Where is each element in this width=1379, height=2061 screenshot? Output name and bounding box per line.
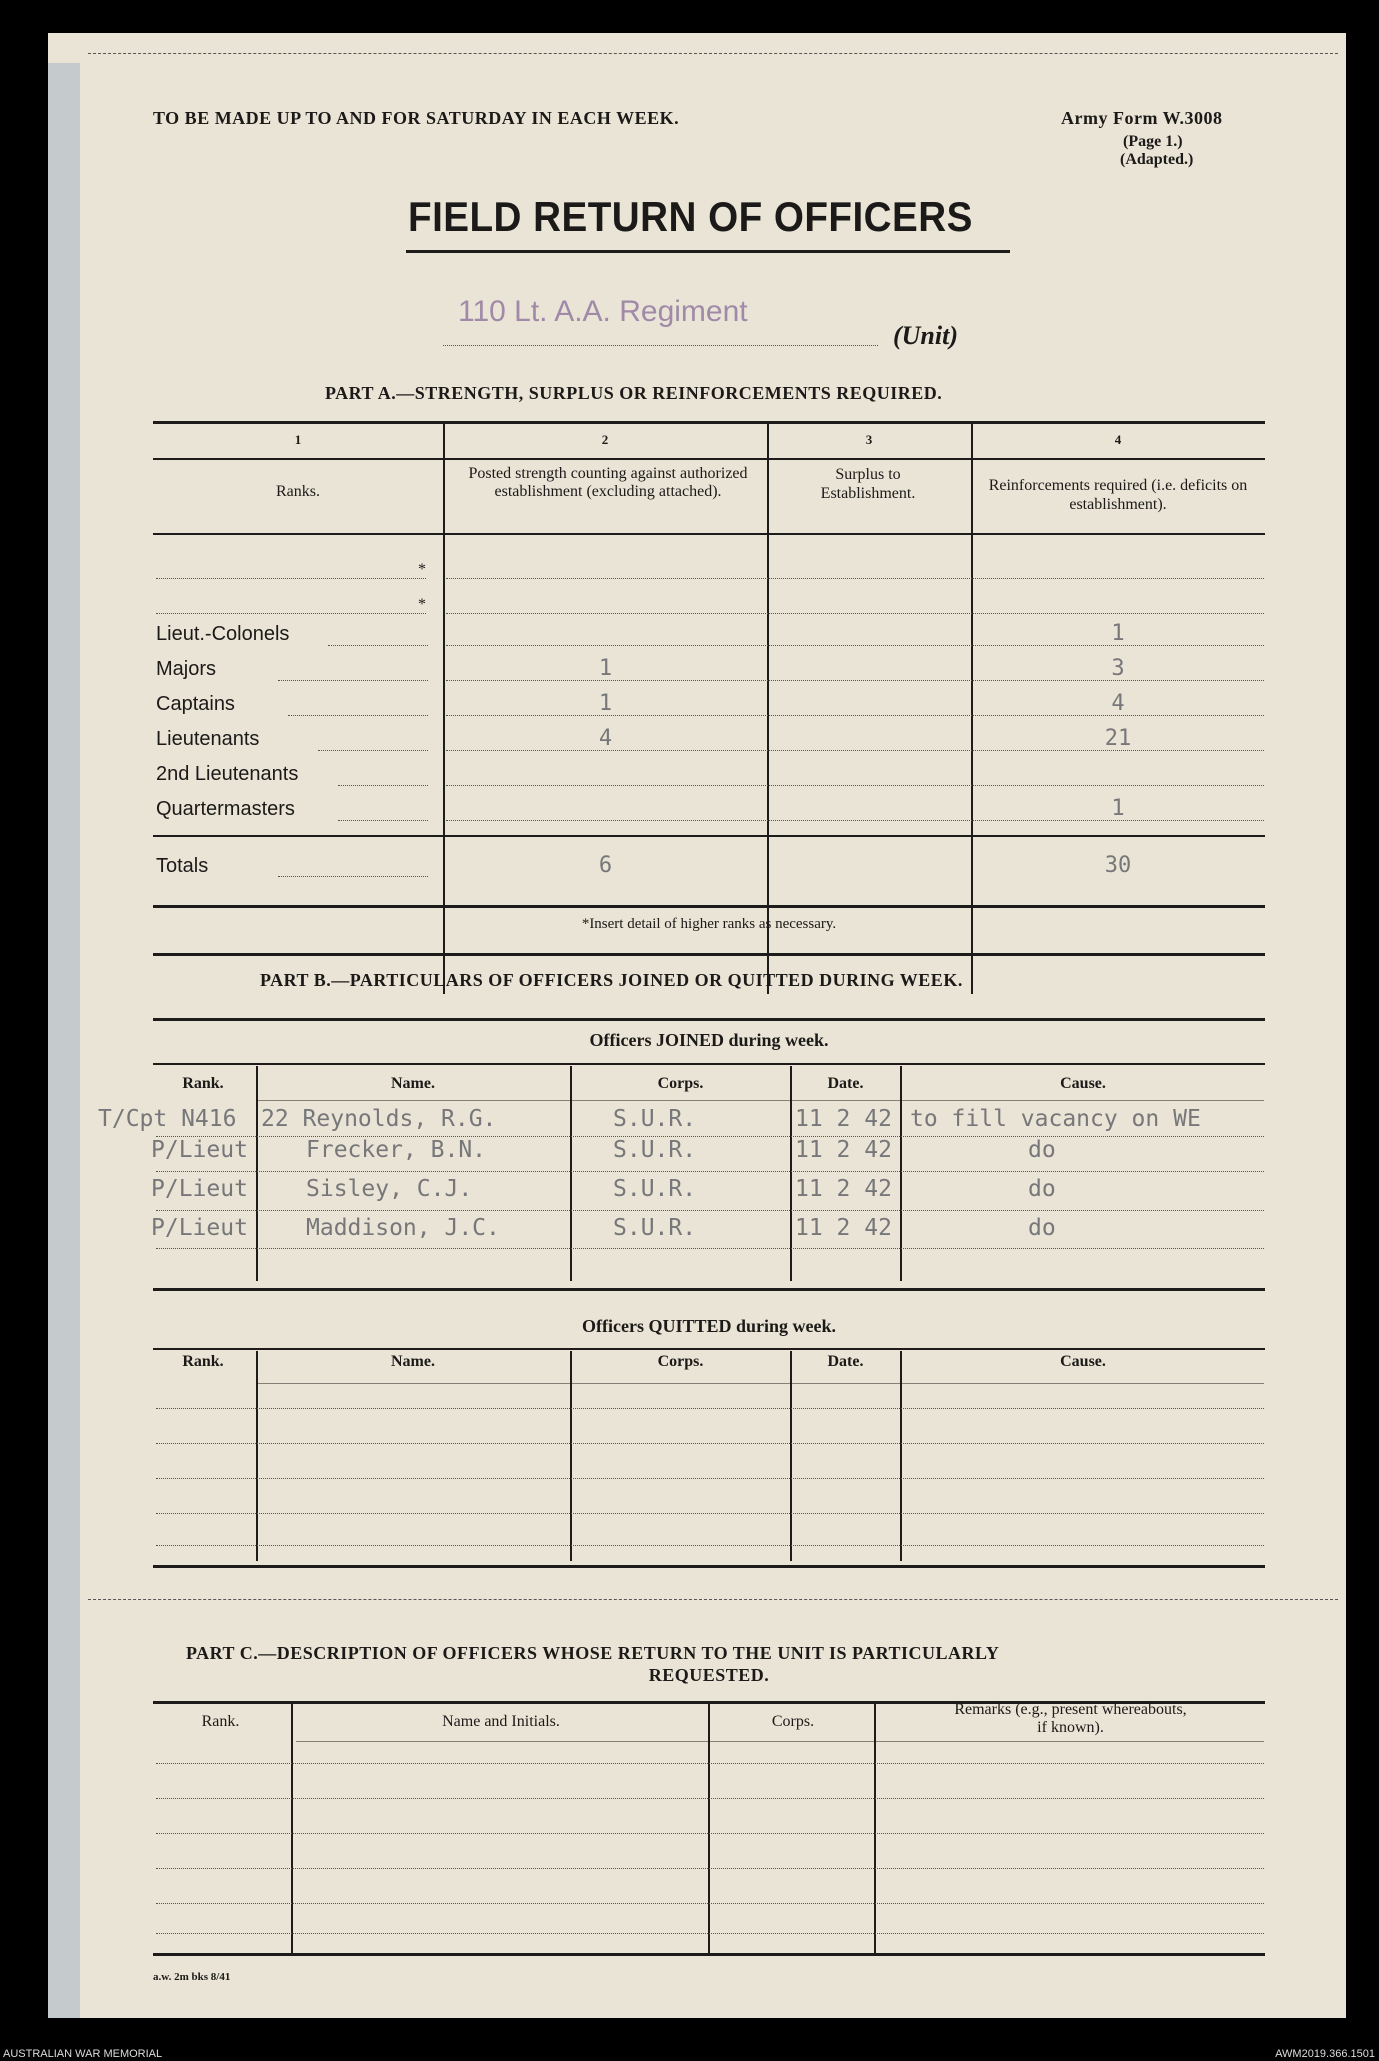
joined-name: Maddison, J.C. — [306, 1215, 500, 1241]
form-number: Army Form W.3008 — [1061, 108, 1223, 128]
rank-label: Majors — [156, 658, 217, 680]
partc-row-line — [156, 1763, 1264, 1764]
footer-accession: AWM2019.366.1501 — [1275, 2048, 1375, 2060]
joined-col-rank: Rank. — [182, 1075, 224, 1092]
higher-rank-line-1 — [156, 578, 426, 579]
asterisk-2: * — [418, 596, 426, 613]
reinf-value: 21 — [1104, 726, 1132, 751]
quitted-bottom-rule — [153, 1565, 1265, 1568]
joined-corps: S.U.R. — [613, 1215, 697, 1241]
joined-date: 11 2 42 — [795, 1137, 892, 1163]
joined-corps: S.U.R. — [613, 1137, 697, 1163]
joined-col-name: Name. — [391, 1075, 435, 1092]
totals-posted: 6 — [598, 853, 613, 878]
row-line — [446, 578, 1264, 579]
joined-row-line — [156, 1171, 1264, 1172]
page-title: FIELD RETURN OF OFFICERS — [408, 193, 973, 240]
part-a-title: PART A.—STRENGTH, SURPLUS OR REINFORCEMENTS REQUIRED. — [325, 383, 943, 403]
joined-rank: T/Cpt N416 — [98, 1106, 237, 1132]
row-line — [446, 680, 1264, 681]
col-number-3: 3 — [865, 432, 873, 447]
row-line — [446, 750, 1264, 751]
joined-name: Frecker, B.N. — [306, 1137, 487, 1163]
posted-value: 4 — [598, 726, 613, 751]
col-divider-1 — [443, 424, 445, 994]
posted-value: 1 — [598, 691, 613, 716]
joined-title: Officers JOINED during week. — [589, 1030, 829, 1050]
quitted-col-rank: Rank. — [182, 1353, 224, 1370]
joined-cause: do — [1028, 1137, 1056, 1163]
partc-row-line — [156, 1903, 1264, 1904]
joined-bottom-rule — [153, 1288, 1265, 1291]
col-divider-2 — [767, 424, 769, 994]
partc-row-line — [156, 1868, 1264, 1869]
leader-dots — [278, 876, 428, 877]
rank-label: Lieut.-Colonels — [156, 623, 290, 645]
row-line — [446, 645, 1264, 646]
part-c-bottom-rule — [153, 1953, 1265, 1956]
partc-col-remarks-2: if known). — [1037, 1719, 1104, 1736]
partc-row-line — [156, 1833, 1264, 1834]
asterisk-1: * — [418, 561, 426, 578]
joined-corps: S.U.R. — [613, 1106, 697, 1132]
joined-name: Sisley, C.J. — [306, 1176, 473, 1202]
quitted-row-line — [156, 1513, 1264, 1514]
quitted-title: Officers QUITTED during week. — [582, 1316, 836, 1336]
partc-row-line — [156, 1798, 1264, 1799]
unit-dotted-line — [443, 345, 878, 346]
col-head-surplus: Surplus to Establishment. — [820, 466, 916, 502]
quitted-col-cause: Cause. — [1060, 1353, 1106, 1370]
rank-label: Captains — [156, 693, 235, 715]
joined-row-line — [156, 1248, 1264, 1249]
joined-rank: P/Lieut — [151, 1137, 248, 1163]
binding-strip — [48, 63, 80, 2018]
col-head-ranks: Ranks. — [276, 483, 320, 500]
partc-head-rule — [296, 1741, 1264, 1742]
quitted-row-line — [156, 1408, 1264, 1409]
unit-stamp: 110 Lt. A.A. Regiment — [458, 295, 748, 328]
joined-col-cause: Cause. — [1060, 1075, 1106, 1092]
quitted-head-rule — [256, 1383, 1264, 1384]
rank-label: Lieutenants — [156, 728, 260, 750]
joined-col-corps: Corps. — [657, 1075, 704, 1092]
reinf-value: 4 — [1111, 691, 1125, 716]
row-line — [446, 613, 1264, 614]
col-number-2: 2 — [601, 432, 609, 447]
joined-name: 22 Reynolds, R.G. — [261, 1106, 497, 1132]
joined-corps: S.U.R. — [613, 1176, 697, 1202]
partc-col-name: Name and Initials. — [442, 1713, 560, 1730]
rank-label: Quartermasters — [156, 798, 295, 820]
quitted-rule — [153, 1348, 1265, 1350]
col-head-posted: Posted strength counting against authorized establishment (excluding attached). — [468, 465, 748, 500]
footnote: *Insert detail of higher ranks as necessary. — [581, 916, 837, 932]
joined-date: 11 2 42 — [795, 1106, 892, 1132]
part-c-title-line1: PART C.—DESCRIPTION OF OFFICERS WHOSE RETURN TO THE UNIT IS PARTICULARLY — [186, 1643, 1000, 1663]
row-line — [446, 715, 1264, 716]
row-line — [446, 820, 1264, 821]
joined-head-rule — [256, 1100, 1264, 1101]
col-head-reinforcements: Reinforcements required (i.e. deficits on establishment). — [988, 477, 1248, 513]
partc-col-corps: Corps. — [771, 1713, 815, 1730]
leader-dots — [318, 750, 428, 751]
leader-dots — [278, 680, 428, 681]
middle-perforation — [88, 1599, 1338, 1600]
reinf-value: 1 — [1111, 796, 1125, 821]
quitted-col-corps: Corps. — [657, 1353, 704, 1370]
joined-col-date: Date. — [827, 1075, 864, 1092]
header-bottom-rule — [153, 533, 1265, 535]
joined-cause: do — [1028, 1215, 1056, 1241]
totals-reinf: 30 — [1104, 853, 1132, 878]
partc-divider — [291, 1704, 293, 1954]
joined-cause: to fill vacancy on WE — [910, 1106, 1201, 1132]
joined-row-line — [156, 1210, 1264, 1211]
quitted-row-line — [156, 1545, 1264, 1546]
page-number: (Page 1.) — [1123, 133, 1183, 150]
partc-row-line — [156, 1933, 1264, 1934]
partc-col-rank: Rank. — [201, 1713, 240, 1730]
reinf-value: 3 — [1111, 656, 1125, 681]
footer-institution: AUSTRALIAN WAR MEMORIAL — [3, 2048, 163, 2060]
joined-date: 11 2 42 — [795, 1176, 892, 1202]
quitted-row-line — [156, 1478, 1264, 1479]
quitted-col-date: Date. — [827, 1353, 864, 1370]
joined-rank: P/Lieut — [151, 1176, 248, 1202]
higher-rank-line-2 — [156, 613, 426, 614]
instruction-text: TO BE MADE UP TO AND FOR SATURDAY IN EACH WEEK. — [153, 108, 680, 128]
adapted-label: (Adapted.) — [1120, 151, 1194, 168]
part-b-top-rule — [153, 953, 1265, 956]
part-b-title: PART B.—PARTICULARS OF OFFICERS JOINED OR QUITTED DURING WEEK. — [260, 970, 963, 990]
part-a-top-rule — [153, 421, 1265, 424]
leader-dots — [338, 785, 428, 786]
top-perforation — [88, 53, 1338, 54]
col-number-1: 1 — [294, 432, 302, 447]
form-sheet — [48, 33, 1346, 2018]
joined-rule — [153, 1063, 1265, 1065]
leader-dots — [288, 715, 428, 716]
totals-top-rule — [153, 835, 1265, 837]
unit-label: (Unit) — [893, 321, 958, 350]
col-number-4: 4 — [1114, 432, 1122, 447]
joined-rank: P/Lieut — [151, 1215, 248, 1241]
joined-row-line — [156, 1136, 1264, 1137]
leader-dots — [338, 820, 428, 821]
quitted-row-line — [156, 1443, 1264, 1444]
totals-label: Totals — [156, 855, 209, 877]
posted-value: 1 — [598, 656, 613, 681]
part-b-rule — [153, 1018, 1265, 1021]
leader-dots — [328, 645, 428, 646]
printer-mark: a.w. 2m bks 8/41 — [153, 1971, 231, 1983]
rank-label: 2nd Lieutenants — [156, 763, 299, 785]
row-line — [446, 785, 1264, 786]
reinf-value: 1 — [1111, 621, 1125, 646]
joined-cause: do — [1028, 1176, 1056, 1202]
part-a-bottom-rule — [153, 905, 1265, 908]
quitted-col-name: Name. — [391, 1353, 435, 1370]
joined-date: 11 2 42 — [795, 1215, 892, 1241]
partc-col-remarks: Remarks (e.g., present whereabouts, — [954, 1701, 1187, 1718]
part-c-title-line2: REQUESTED. — [648, 1665, 770, 1685]
col-number-rule — [153, 458, 1265, 460]
title-underline — [406, 250, 1010, 253]
